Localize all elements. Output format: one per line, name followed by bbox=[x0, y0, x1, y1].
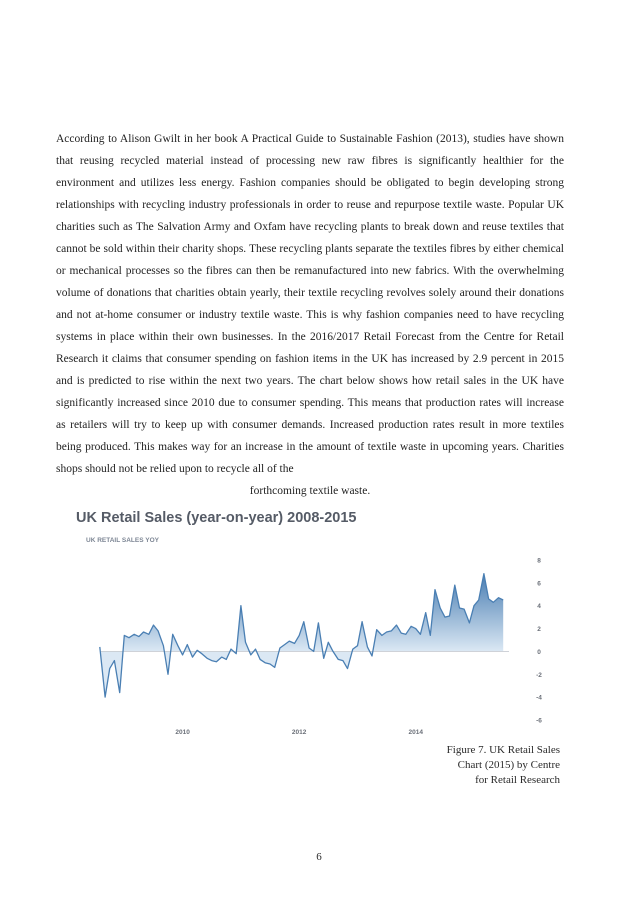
body-paragraph bbox=[56, 128, 564, 502]
y-tick-label: 6 bbox=[537, 580, 541, 588]
x-tick-label: 2014 bbox=[408, 729, 423, 736]
y-tick-label: -2 bbox=[536, 671, 542, 679]
caption-line: Chart (2015) by Centre bbox=[457, 759, 560, 771]
figure-caption bbox=[447, 743, 560, 788]
y-tick-label: 4 bbox=[537, 603, 541, 611]
chart-subtitle: UK RETAIL SALES YOY bbox=[86, 537, 159, 544]
y-tick-label: 0 bbox=[537, 648, 541, 656]
y-tick-label: -6 bbox=[536, 717, 542, 725]
x-tick-label: 2010 bbox=[175, 729, 190, 736]
y-tick-label: 2 bbox=[537, 626, 541, 634]
caption-line: Figure 7. UK Retail Sales bbox=[446, 744, 560, 756]
retail-sales-chart bbox=[67, 506, 557, 746]
y-tick-label: 8 bbox=[537, 557, 541, 565]
paragraph-main: According to Alison Gwilt in her book A Practical Guide to Sustainable Fashion (2013), studies have shown that reusing recycled material instead of processing new raw fibres is significantly healthier for the environment and utilizes less energy. Fashion companies should be obligated to begin developing strong relationships with recycling industry professionals in order to reuse and repurpose textile waste. Popular UK charities such as The Salvation Army and Oxfam have recycling plants to break down and reuse textiles that cannot be sold within their charity shops. These recycling plants separate the textiles fibres by either chemical or mechanical processes so the fibres can then be remanufactured into new fabrics. With the overwhelming volume of donations that charities obtain yearly, their textile recycling revolves solely around their donations and not at-home consumer or industry textile waste. This is why fashion companies need to have recycling systems in place within their own businesses. In the 2016/2017 Retail Forecast from the Centre for Retail Research it claims that consumer spending on fashion items in the UK has increased by 2.9 percent in 2015 and is predicted to rise within the next two years. The chart below shows how retail sales in the UK have significantly increased since 2010 due to consumer spending. This means that production rates will increase as retailers will try to keep up with consumer demands. Increased production rates result in more textiles being produced. This makes way for an increase in the amount of textile waste in upcoming years. Charities shops should not be relied upon to recycle all of the bbox=[56, 133, 564, 475]
page-number: 6 bbox=[316, 851, 322, 863]
caption-line: for Retail Research bbox=[475, 774, 560, 786]
x-tick-label: 2012 bbox=[291, 729, 307, 736]
y-tick-label: -4 bbox=[536, 694, 542, 702]
chart-title: UK Retail Sales (year-on-year) 2008-2015 bbox=[76, 510, 357, 526]
paragraph-last-line: forthcoming textile waste. bbox=[249, 485, 371, 497]
